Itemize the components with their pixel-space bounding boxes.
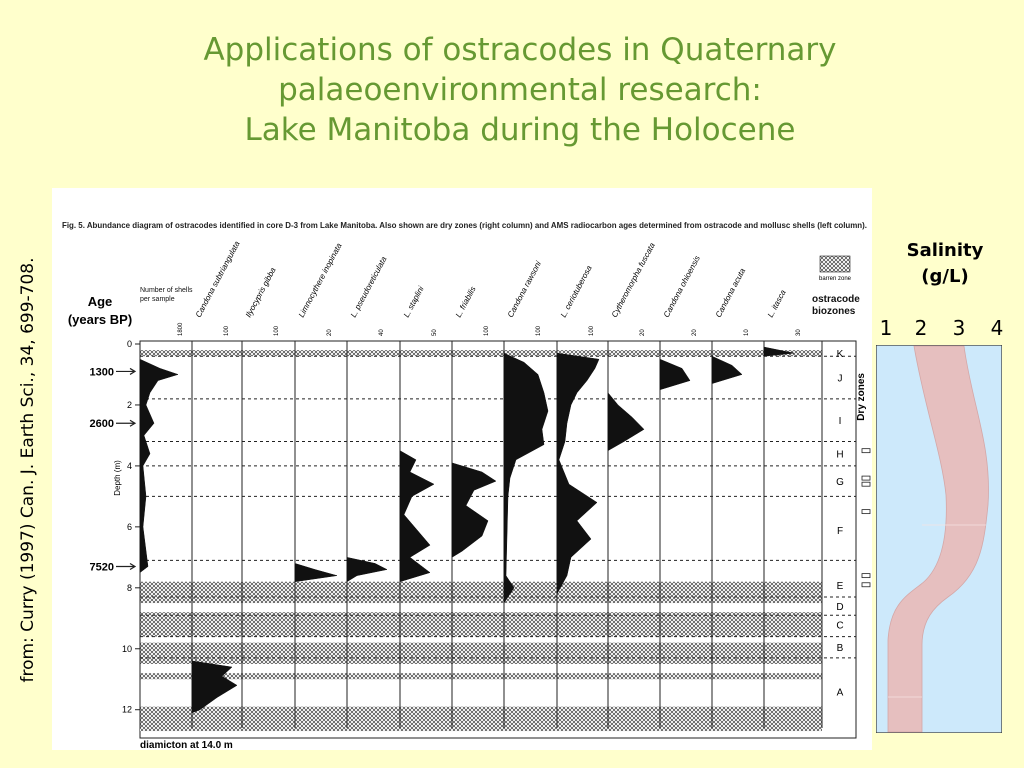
- number-label-wrap: [140, 286, 195, 326]
- species-label-8: Cytheromorpha fuscata: [609, 241, 657, 319]
- species-label-0: Candona subtriangulata: [193, 239, 242, 319]
- profile-rawsoni: [504, 353, 548, 603]
- salinity-axis: [872, 316, 1012, 342]
- species-label-2: Limnocythere inopinata: [296, 241, 344, 319]
- source-text: from: Curry (1997) Can. J. Earth Sci., 34, 699-708.: [18, 257, 38, 683]
- depth-tick-label-10: 10: [121, 643, 132, 654]
- dry-zone-marker-2: [862, 482, 870, 486]
- species-label-4: L. staplini: [401, 284, 426, 319]
- salinity-title: [885, 238, 1005, 290]
- profile-acuta: [712, 356, 742, 383]
- age-units: (years BP): [67, 312, 133, 327]
- dry-zone-marker-3: [862, 510, 870, 514]
- profile-ceriotuberosa: [557, 353, 599, 594]
- salinity-tick-1: 1: [879, 316, 893, 340]
- biozones-header-wrap: [812, 294, 872, 328]
- salinity-tick-4: 4: [990, 316, 1004, 340]
- species-label-1: Ilyocypris gibba: [243, 266, 278, 319]
- salinity-plot: [876, 345, 1002, 733]
- profile-friabilis: [452, 463, 496, 557]
- scale-labels: [178, 322, 802, 336]
- scale-label-3: 40: [379, 329, 385, 336]
- biozone-label-A: A: [836, 687, 844, 699]
- species-label-7: L. ceriotuberosa: [558, 264, 594, 319]
- scale-label-10: 10: [744, 329, 750, 336]
- species-label-10: Candona acuta: [713, 266, 748, 319]
- depth-tick-label-0: 0: [126, 339, 132, 349]
- figure-caption: Fig. 5. Abundance diagram of ostracodes identified in core D-3 from Lake Manitoba. Also shown are dry zones (right column) and AMS radiocarbon ages determined from ostracode and mollusc shells (left column).: [62, 220, 867, 230]
- abundance-diagram: [52, 188, 872, 750]
- slide-title: [60, 30, 980, 150]
- scale-label-9: 20: [692, 329, 698, 336]
- species-label-11: L. itasca: [765, 288, 788, 319]
- biozone-label-D: D: [836, 602, 844, 614]
- depth-tick-label-6: 6: [126, 521, 132, 532]
- salinity-tick-2: 2: [914, 316, 928, 340]
- depth-tick-label-12: 12: [121, 704, 132, 715]
- source-citation: [8, 190, 48, 750]
- species-label-9: Candona ohioensis: [661, 254, 702, 319]
- dry-zone-marker-0: [862, 449, 870, 453]
- scale-label-4: 50: [432, 329, 438, 336]
- age-label-7520: 7520: [89, 561, 114, 574]
- species-label-5: L. friabilis: [453, 284, 478, 319]
- profile-inopinata: [295, 563, 337, 581]
- biozone-label-G: G: [836, 477, 844, 489]
- age-arrow-0: [116, 368, 135, 374]
- biozone-label-F: F: [836, 525, 844, 537]
- scale-label-11: 30: [796, 329, 802, 336]
- dry-zone-marker-5: [862, 583, 870, 587]
- species-label-3: L. pseudoreticulata: [348, 255, 389, 319]
- scale-label-2: 20: [327, 329, 333, 336]
- age-label: Age: [87, 294, 113, 309]
- depth-tick-label-4: 4: [126, 460, 132, 471]
- age-label-1300: 1300: [89, 366, 114, 379]
- profile-pseudoreticulata: [347, 557, 387, 581]
- species-labels: [194, 239, 788, 319]
- scale-label-1: 100: [274, 325, 280, 336]
- biozone-label-H: H: [836, 449, 844, 461]
- salinity-title-line-2: (g/L): [921, 266, 969, 287]
- total-scale-label: 1800: [178, 322, 184, 336]
- barren-legend-label: barren zone: [818, 276, 852, 282]
- biozone-label-C: C: [836, 620, 844, 632]
- scale-label-7: 100: [589, 325, 595, 336]
- salinity-title-line-1: Salinity: [906, 240, 984, 261]
- svg-text:Fig. 5. Abundance diagram of o: [62, 220, 867, 230]
- scale-label-0: 100: [224, 325, 230, 336]
- age-label-2600: 2600: [89, 418, 114, 431]
- depth-tick-label-2: 2: [126, 399, 132, 410]
- biozone-label-I: I: [838, 416, 842, 428]
- plot-layer: [90, 339, 870, 731]
- profile-ohioensis: [660, 359, 690, 389]
- dry-zone-marker-4: [862, 574, 870, 578]
- scale-label-6: 100: [536, 325, 542, 336]
- profile-staplini: [400, 451, 434, 582]
- biozones-header: ostracode biozones: [812, 294, 860, 317]
- scale-label-8: 20: [640, 329, 646, 336]
- figure-footer: diamicton at 14.0 m: [140, 740, 233, 750]
- title-line-2: palaeoenvironmental research:: [278, 72, 762, 108]
- salinity-tick-3: 3: [952, 316, 966, 340]
- age-arrow-2: [116, 563, 135, 569]
- title-line-1: Applications of ostracodes in Quaternary: [203, 32, 837, 68]
- dry-zone-marker-1: [862, 476, 870, 480]
- age-arrow-1: [116, 420, 135, 426]
- scale-label-5: 100: [484, 325, 490, 336]
- depth-tick-label-8: 8: [126, 582, 132, 593]
- biozone-label-B: B: [836, 643, 844, 655]
- depth-axis-label: Depth (m): [113, 460, 122, 496]
- dry-zones-label: Dry zones: [856, 373, 867, 421]
- biozone-label-K: K: [836, 349, 844, 361]
- barren-legend-swatch: [820, 256, 850, 272]
- title-line-3: Lake Manitoba during the Holocene: [244, 112, 796, 148]
- profile-subtriangulata: [192, 661, 237, 713]
- species-label-6: Candona rawsoni: [505, 259, 543, 319]
- biozone-label-E: E: [836, 580, 844, 592]
- number-label: Number of shells per sample: [140, 287, 193, 303]
- biozone-label-J: J: [837, 373, 843, 385]
